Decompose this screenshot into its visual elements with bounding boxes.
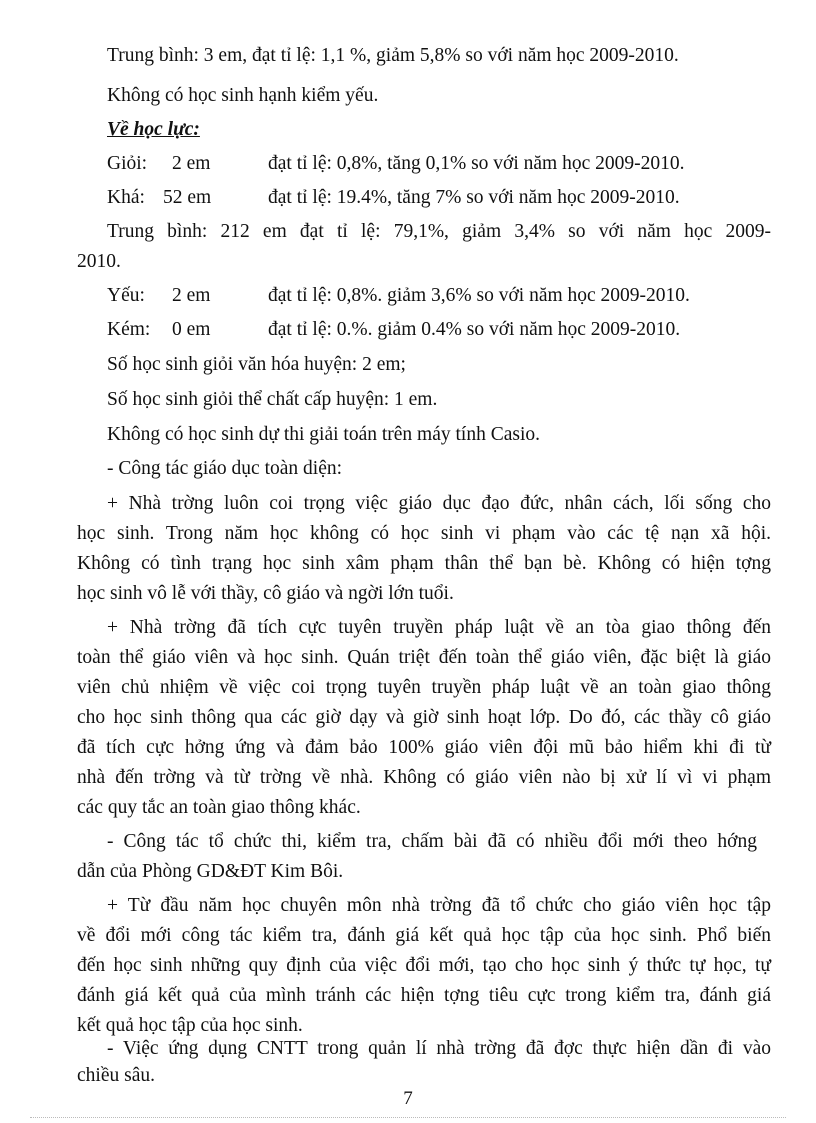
grade-row-detail: đạt tỉ lệ: 0,8%, tăng 0,1% so với năm học 2009-2010. [268, 153, 685, 174]
grade-row-count: 52 em [163, 187, 212, 208]
paragraph-line: toàn thể giáo viên và học sinh. Quán triệt đến toàn thể giáo viên, đặc biệt là giáo [77, 647, 771, 668]
gifted-culture-line: Số học sinh giỏi văn hóa huyện: 2 em; [107, 354, 406, 375]
paragraph-line: - Việc ứng dụng CNTT trong quản lí nhà trờng đã đợc thực hiện dần đi vào [107, 1038, 771, 1059]
page-number: 7 [403, 1088, 413, 1109]
paragraph-line: Không có tình trạng học sinh xâm phạm thân thể bạn bè. Không có hiện tợng [77, 553, 771, 574]
conduct-average-line: Trung bình: 3 em, đạt tỉ lệ: 1,1 %, giảm 5,8% so với năm học 2009-2010. [107, 45, 679, 66]
paragraph-line: + Nhà trờng luôn coi trọng việc giáo dục đạo đức, nhân cách, lối sống cho [107, 493, 771, 514]
paragraph-line: - Công tác tổ chức thi, kiểm tra, chấm bài đã có nhiều đổi mới theo hớng [107, 831, 757, 852]
academic-average-line-cont: 2010. [77, 251, 121, 272]
grade-row-count: 2 em [172, 153, 211, 174]
paragraph-line: đã tích cực hởng ứng và đảm bảo 100% giáo viên đội mũ bảo hiểm khi đi từ [77, 737, 771, 758]
paragraph-line: nhà đến trờng và từ trờng về nhà. Không có giáo viên nào bị xử lí vì vi phạm [77, 767, 771, 788]
grade-row-label: Khá: [107, 187, 145, 208]
paragraph-line: viên chủ nhiệm về việc coi trọng tuyên truyền pháp luật về an toàn giao thông [77, 677, 771, 698]
conduct-weak-line: Không có học sinh hạnh kiểm yếu. [107, 85, 379, 106]
grade-row-label: Giỏi: [107, 153, 148, 174]
paragraph-line: học sinh. Trong năm học không có học sinh vi phạm vào các tệ nạn xã hội. [77, 523, 771, 544]
paragraph-line: kết quả học tập của học sinh. [77, 1015, 303, 1036]
paragraph-line: học sinh vô lễ với thầy, cô giáo và ngời lớn tuổi. [77, 583, 454, 604]
grade-row-detail: đạt tỉ lệ: 0.%. giảm 0.4% so với năm học 2009-2010. [268, 319, 681, 340]
paragraph-line: + Từ đầu năm học chuyên môn nhà trờng đã tổ chức cho giáo viên học tập [107, 895, 771, 916]
casio-line: Không có học sinh dự thi giải toán trên máy tính Casio. [107, 424, 541, 445]
paragraph-line: chiều sâu. [77, 1065, 155, 1086]
paragraph-line: cho học sinh thông qua các giờ dạy và giờ sinh hoạt lớp. Do đó, các thầy cô giáo [77, 707, 771, 728]
grade-row-label: Yếu: [107, 285, 145, 306]
paragraph-line: về đổi mới công tác kiểm tra, đánh giá kết quả học tập của học sinh. Phổ biến [77, 925, 771, 946]
paragraph-line: đánh giá kết quả của mình tránh các hiện tợng tiêu cực trong kiểm tra, đánh giá [77, 985, 771, 1006]
education-title: - Công tác giáo dục toàn diện: [107, 458, 343, 479]
academic-heading: Về học lực: [107, 119, 200, 140]
paragraph-line: đến học sinh những quy định của việc đổi mới, tạo cho học sinh ý thức tự học, tự [77, 955, 771, 976]
gifted-pe-line: Số học sinh giỏi thể chất cấp huyện: 1 em. [107, 389, 438, 410]
grade-row-count: 2 em [172, 285, 211, 306]
grade-row-detail: đạt tỉ lệ: 0,8%. giảm 3,6% so với năm học 2009-2010. [268, 285, 690, 306]
paragraph-line: + Nhà trờng đã tích cực tuyên truyền pháp luật về an tòa giao thông đến [107, 617, 771, 638]
academic-average-line: Trung bình: 212 em đạt tỉ lệ: 79,1%, giảm 3,4% so với năm học 2009- [107, 221, 771, 242]
grade-row-count: 0 em [172, 319, 211, 340]
grade-row-detail: đạt tỉ lệ: 19.4%, tăng 7% so với năm học 2009-2010. [268, 187, 680, 208]
paragraph-line: các quy tắc an toàn giao thông khác. [77, 797, 361, 818]
grade-row-label: Kém: [107, 319, 151, 340]
paragraph-line: dẫn của Phòng GD&ĐT Kim Bôi. [77, 861, 344, 882]
page-bottom-divider [30, 1117, 786, 1118]
